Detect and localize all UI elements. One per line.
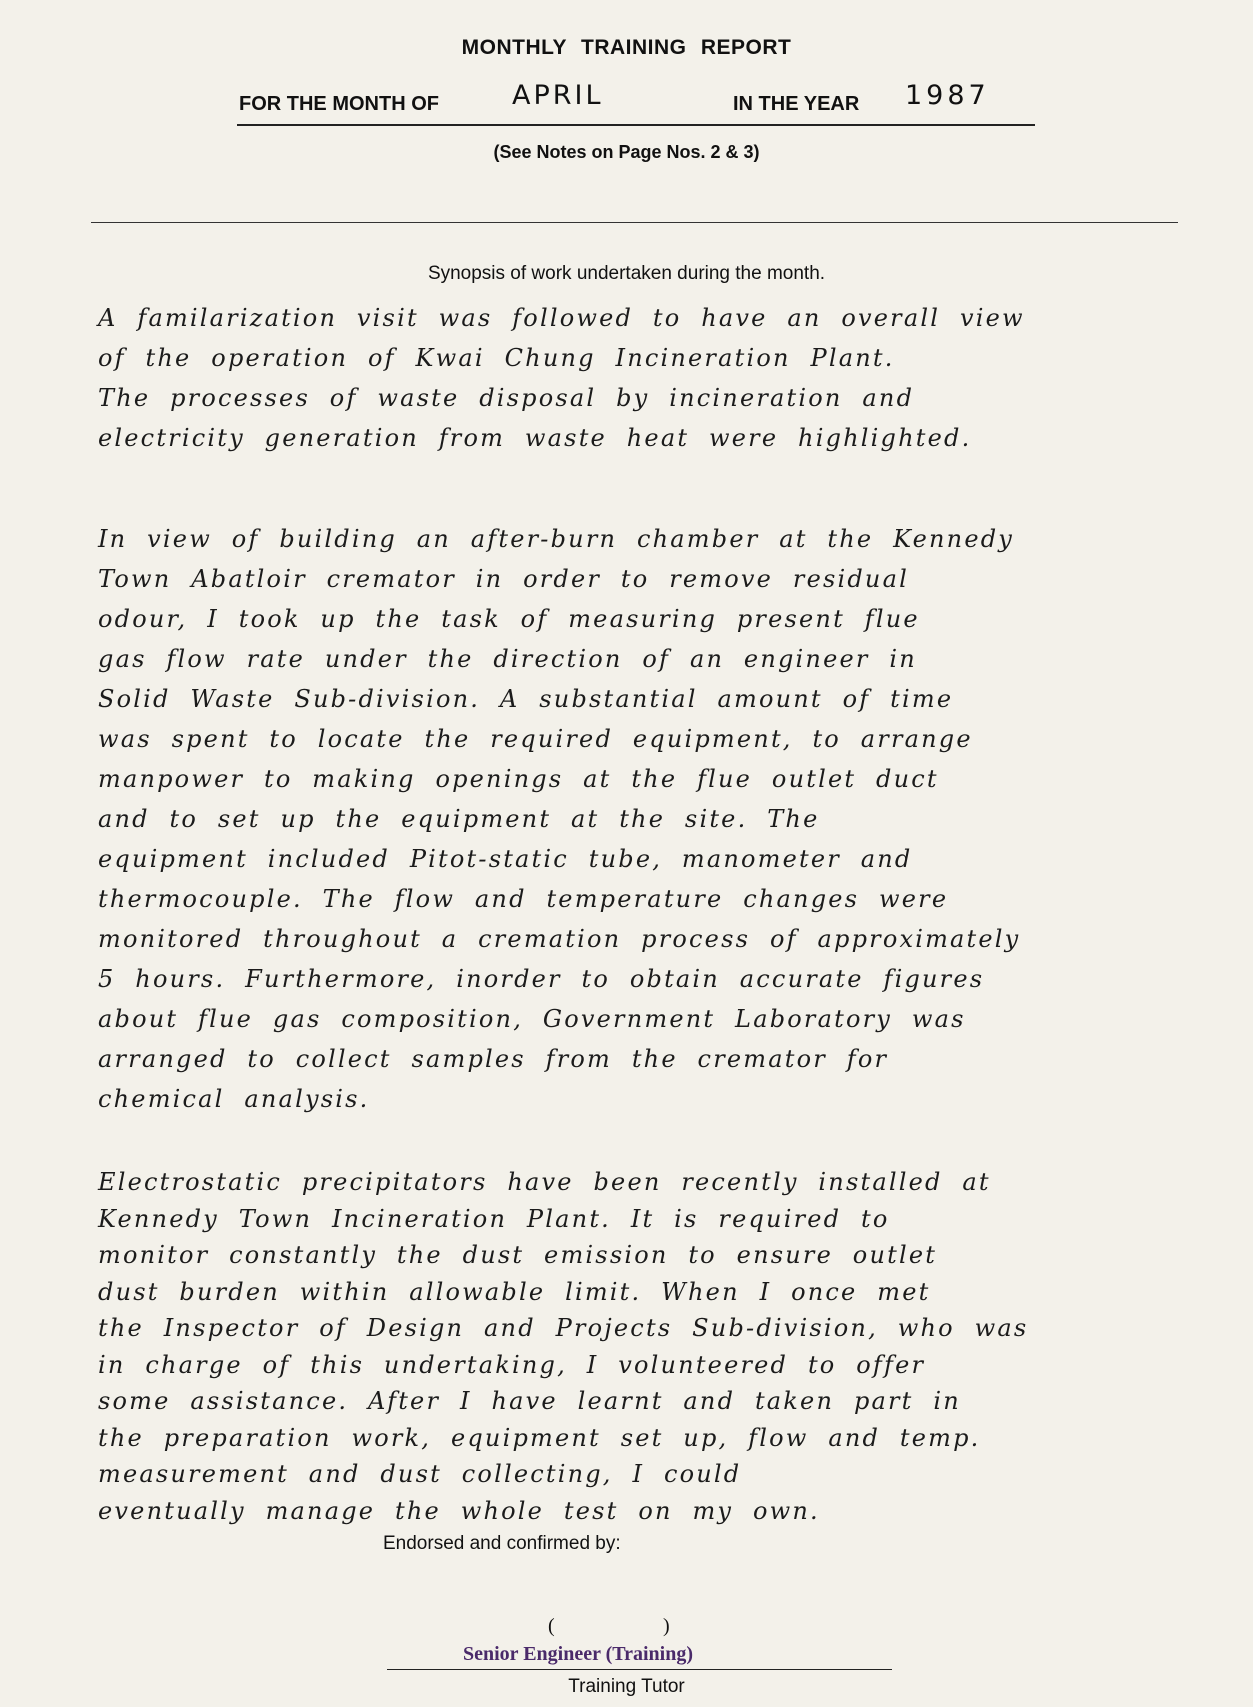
handwritten-line: gas flow rate under the direction of an engineer in bbox=[98, 645, 917, 673]
handwritten-line: in charge of this undertaking, I volunteered to offer bbox=[98, 1350, 926, 1379]
handwritten-line: some assistance. After I have learnt and taken part in bbox=[98, 1387, 961, 1415]
divider bbox=[91, 222, 1178, 223]
handwritten-line: about flue gas composition, Government Laboratory was bbox=[98, 1005, 966, 1033]
report-title: MONTHLY TRAINING REPORT bbox=[461, 36, 792, 59]
handwritten-line: of the operation of Kwai Chung Incineration Plant. bbox=[98, 344, 895, 372]
bracket-close: ) bbox=[663, 1615, 670, 1637]
notes-reference: (See Notes on Page Nos. 2 & 3) bbox=[493, 142, 760, 162]
handwritten-line: odour, I took up the task of measuring present flue bbox=[98, 605, 920, 633]
endorsed-label: Endorsed and confirmed by: bbox=[383, 1533, 621, 1554]
handwritten-line: and to set up the equipment at the site. The bbox=[98, 805, 820, 833]
synopsis-paragraph-1 bbox=[98, 298, 1238, 458]
handwritten-line: the preparation work, equipment set up, flow and temp. bbox=[98, 1423, 981, 1452]
handwritten-line: The processes of waste disposal by incineration and bbox=[98, 384, 915, 412]
handwritten-line: monitor constantly the dust emission to ensure outlet bbox=[98, 1241, 938, 1269]
synopsis-paragraph-2 bbox=[98, 519, 1238, 1119]
handwritten-line: Electrostatic precipitators have been recently installed at bbox=[98, 1168, 991, 1196]
signature-line bbox=[387, 1669, 892, 1670]
handwritten-line: was spent to locate the required equipment, to arrange bbox=[98, 725, 973, 753]
handwritten-line: electricity generation from waste heat were highlighted. bbox=[98, 424, 972, 452]
month-value: APRIL bbox=[512, 80, 604, 111]
handwritten-line: the Inspector of Design and Projects Sub-division, who was bbox=[98, 1314, 1029, 1342]
handwritten-line: arranged to collect samples from the cremator for bbox=[98, 1045, 889, 1073]
handwritten-line: thermocouple. The flow and temperature changes were bbox=[98, 885, 949, 913]
synopsis-paragraph-3 bbox=[98, 1164, 1238, 1529]
year-label: IN THE YEAR bbox=[733, 93, 860, 115]
handwritten-line: Solid Waste Sub-division. A substantial amount of time bbox=[98, 685, 954, 713]
handwritten-line: dust burden within allowable limit. When I once met bbox=[98, 1277, 931, 1306]
handwritten-line: measurement and dust collecting, I could bbox=[98, 1460, 742, 1488]
month-label: FOR THE MONTH OF bbox=[239, 93, 439, 115]
handwritten-line: Town Abatloir cremator in order to remove residual bbox=[98, 565, 909, 593]
handwritten-line: In view of building an after-burn chamber at the Kennedy bbox=[98, 525, 1015, 553]
handwritten-line: eventually manage the whole test on my own. bbox=[98, 1496, 820, 1525]
bracket-open: ( bbox=[548, 1615, 555, 1637]
year-value: 1987 bbox=[905, 80, 990, 111]
signatory-title: Senior Engineer (Training) bbox=[463, 1643, 694, 1665]
synopsis-heading: Synopsis of work undertaken during the month. bbox=[427, 263, 826, 284]
handwritten-line: equipment included Pitot-static tube, manometer and bbox=[98, 845, 913, 873]
handwritten-line: 5 hours. Furthermore, inorder to obtain accurate figures bbox=[98, 965, 985, 993]
month-year-line bbox=[237, 80, 1035, 126]
handwritten-line: A familarization visit was followed to have an overall view bbox=[98, 304, 1025, 332]
signatory-role: Training Tutor bbox=[568, 1676, 685, 1697]
handwritten-line: Kennedy Town Incineration Plant. It is required to bbox=[98, 1204, 890, 1233]
handwritten-line: monitored throughout a cremation process of approximately bbox=[98, 925, 1021, 953]
handwritten-line: manpower to making openings at the flue outlet duct bbox=[98, 765, 939, 793]
handwritten-line: chemical analysis. bbox=[98, 1085, 370, 1113]
